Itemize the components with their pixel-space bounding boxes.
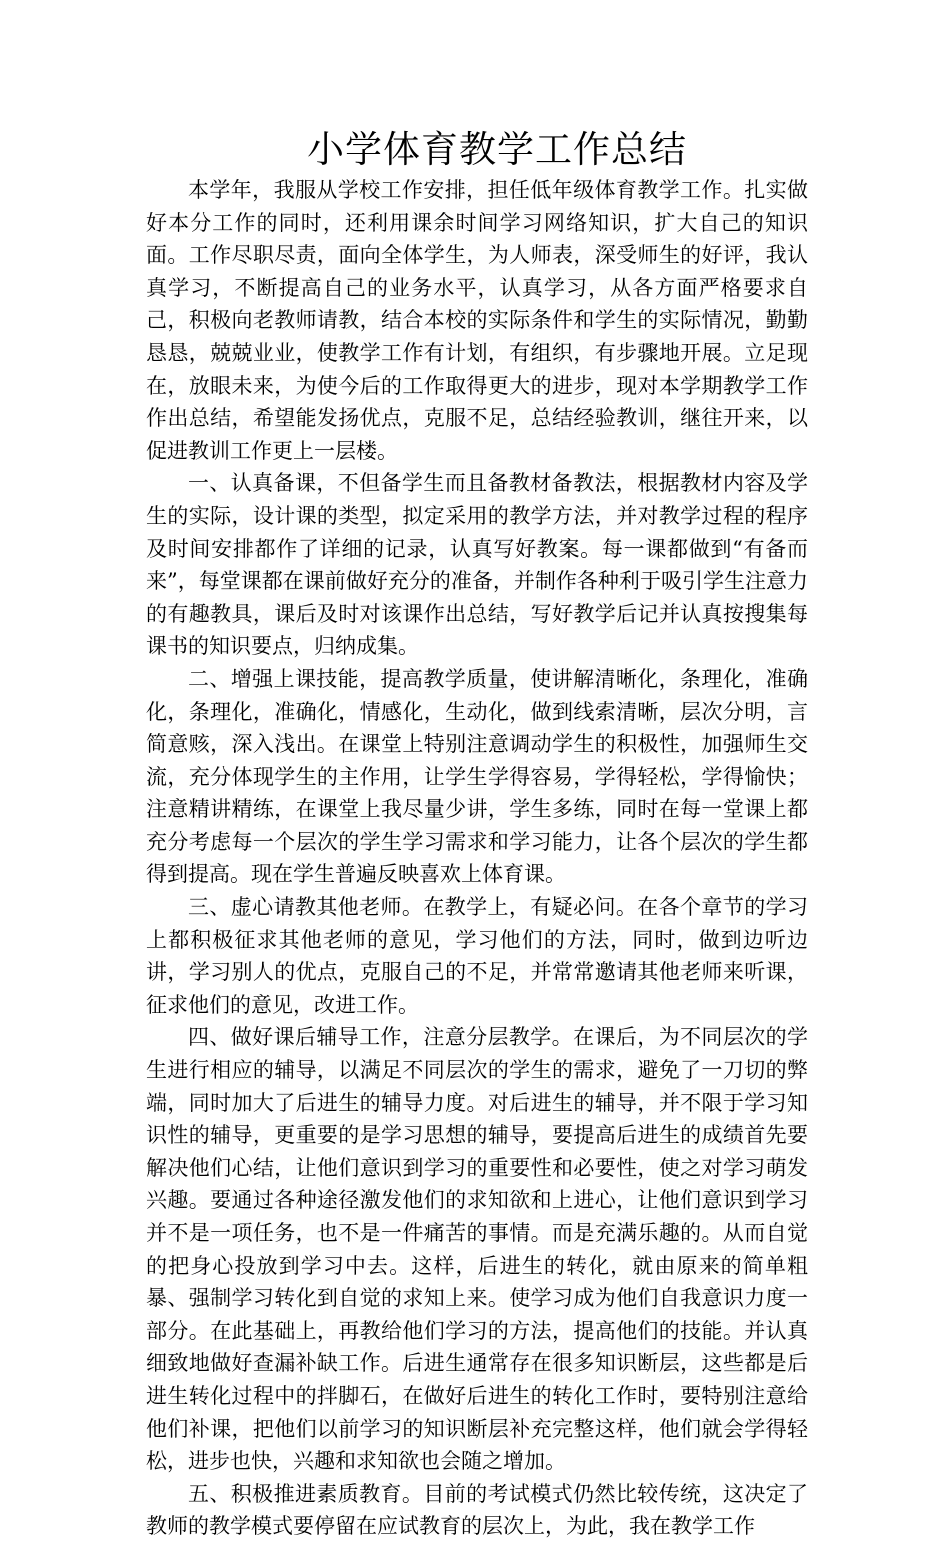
paragraph-intro: 本学年，我服从学校工作安排，担任低年级体育教学工作。扎实做好本分工作的同时，还利用课余时间学习网络知识，扩大自己的知识面。工作尽职尽责，面向全体学生，为人师表，深受师生的好评，我认真学习，不断提高自己的业务水平，认真学习，从各方面严格要求自己，积极向老教师请教，结合本校的实际条件和学生的实际情况，勤勤恳恳，兢兢业业，使教学工作有计划，有组织，有步骤地开展。立足现在，放眼未来，为使今后的工作取得更大的进步，现对本学期教学工作作出总结，希望能发扬优点，克服不足，总结经验教训，继往开来，以促进教训工作更上一层楼。 bbox=[146, 178, 808, 463]
document-page bbox=[146, 126, 808, 1543]
paragraph-section-4: 四、做好课后辅导工作，注意分层教学。在课后，为不同层次的学生进行相应的辅导，以满足不同层次的学生的需求，避免了一刀切的弊端，同时加大了后进生的辅导力度。对后进生的辅导，并不限于学习知识性的辅导，更重要的是学习思想的辅导，要提高后进生的成绩首先要解决他们心结，让他们意识到学习的重要性和必要性，使之对学习萌发兴趣。要通过各种途径激发他们的求知欲和上进心，让他们意识到学习并不是一项任务，也不是一件痛苦的事情。而是充满乐趣的。从而自觉的把身心投放到学习中去。这样，后进生的转化，就由原来的简单粗暴、强制学习转化到自觉的求知上来。使学习成为他们自我意识力度一部分。在此基础上，再教给他们学习的方法，提高他们的技能。并认真细致地做好查漏补缺工作。后进生通常存在很多知识断层，这些都是后进生转化过程中的拌脚石，在做好后进生的转化工作时，要特别注意给他们补课，把他们以前学习的知识断层补充完整这样，他们就会学得轻松，进步也快，兴趣和求知欲也会随之增加。 bbox=[146, 1025, 808, 1474]
paragraph-section-1: 一、认真备课，不但备学生而且备教材备教法，根据教材内容及学生的实际，设计课的类型，拟定采用的教学方法，并对教学过程的程序及时间安排都作了详细的记录，认真写好教案。每一课都做到“有备而来”，每堂课都在课前做好充分的准备，并制作各种利于吸引学生注意力的有趣教具，课后及时对该课作出总结，写好教学后记并认真按搜集每课书的知识要点，归纳成集。 bbox=[146, 471, 808, 659]
paragraph-section-3: 三、虚心请教其他老师。在教学上，有疑必问。在各个章节的学习上都积极征求其他老师的意见，学习他们的方法，同时，做到边听边讲，学习别人的优点，克服自己的不足，并常常邀请其他老师来听课，征求他们的意见，改进工作。 bbox=[146, 895, 808, 1017]
paragraph-section-5: 五、积极推进素质教育。目前的考试模式仍然比较传统，这决定了教师的教学模式要停留在应试教育的层次上，为此，我在教学工作 bbox=[146, 1481, 808, 1539]
document-title: 小学体育教学工作总结 bbox=[307, 128, 687, 171]
paragraph-section-2: 二、增强上课技能，提高教学质量，使讲解清晰化，条理化，准确化，条理化，准确化，情感化，生动化，做到线索清晰，层次分明，言简意赅，深入浅出。在课堂上特别注意调动学生的积极性，加强师生交流，充分体现学生的主作用，让学生学得容易，学得轻松，学得愉快；注意精讲精练，在课堂上我尽量少讲，学生多练，同时在每一堂课上都充分考虑每一个层次的学生学习需求和学习能力，让各个层次的学生都得到提高。现在学生普遍反映喜欢上体育课。 bbox=[146, 666, 808, 887]
